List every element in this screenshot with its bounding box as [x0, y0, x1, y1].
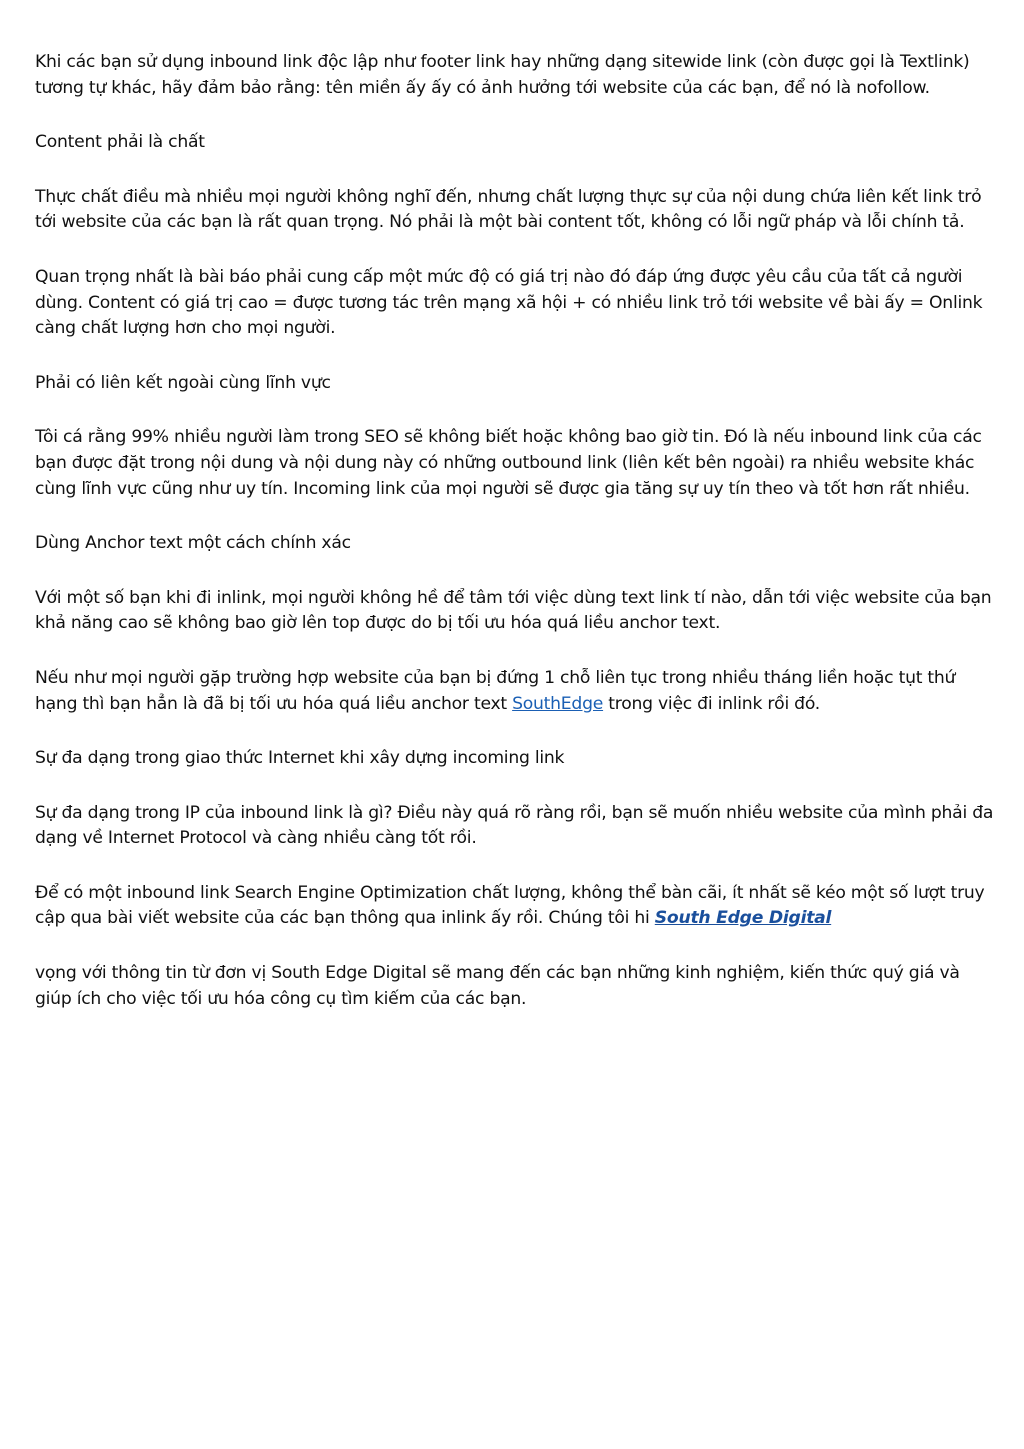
paragraph-valuable-content: Quan trọng nhất là bài báo phải cung cấp một mức độ có giá trị nào đó đáp ứng được yêu cầu của tất cả người dùng. Content có giá trị cao = được tương tác trên mạng xã hội + có nhiều link trỏ tới website về bài ấy = Onlink càng chất lượng hơn cho mọi người.	[35, 266, 983, 339]
south-edge-digital-link[interactable]: South Edge Digital	[654, 908, 832, 929]
paragraph-closing: vọng với thông tin từ đơn vị South Edge Digital sẽ mang đến các bạn những kinh nghiệm, kiến thức quý giá và giúp ích cho việc tối ưu hóa công cụ tìm kiếm của các bạn.	[35, 963, 960, 1009]
paragraph-content-quality: Thực chất điều mà nhiều mọi người không nghĩ đến, nhưng chất lượng thực sự của nội dung chứa liên kết link trỏ tới website của các bạn là rất quan trọng. Nó phải là một bài content tốt, không có lỗi ngữ pháp và lỗi chính tả.	[35, 186, 982, 233]
document-page	[35, 50, 995, 1041]
paragraph-over-optimization	[35, 666, 995, 717]
paragraph-conclusion-text: Để có một inbound link Search Engine Optimization chất lượng, không thể bàn cãi, ít nhất sẽ kéo một số lượt truy cập qua bài viết website của các bạn thông qua inlink ấy rồi. Chúng tôi hi	[35, 882, 985, 929]
southedge-link[interactable]: SouthEdge	[512, 693, 604, 714]
heading-anchor-text: Dùng Anchor text một cách chính xác	[35, 533, 351, 554]
paragraph-anchor-text: Với một số bạn khi đi inlink, mọi người không hề để tâm tới việc dùng text link tí nào, dẫn tới việc website của bạn khả năng cao sẽ không bao giờ lên top được do bị tối ưu hóa quá liều anchor text.	[35, 587, 992, 634]
paragraph-nofollow: Khi các bạn sử dụng inbound link độc lập như footer link hay những dạng sitewide link (còn được gọi là Textlink) tương tự khác, hãy đảm bảo rằng: tên miền ấy ấy có ảnh hưởng tới website của các bạn, để nó là nofollow.	[35, 52, 970, 98]
heading-ip-diversity: Sự đa dạng trong giao thức Internet khi xây dựng incoming link	[35, 748, 565, 769]
paragraph-ip-diversity: Sự đa dạng trong IP của inbound link là gì? Điều này quá rõ ràng rồi, bạn sẽ muốn nhiều website của mình phải đa dạng về Internet Protocol và càng nhiều càng tốt rồi.	[35, 802, 994, 849]
paragraph-over-optimization-tail: trong việc đi inlink rồi đó.	[603, 693, 821, 714]
paragraph-over-optimization-text: Nếu như mọi người gặp trường hợp website của bạn bị đứng 1 chỗ liên tục trong nhiều tháng liền hoặc tụt thứ hạng thì bạn hẳn là đã bị tối ưu hóa quá liều anchor text	[35, 667, 956, 714]
heading-outbound-links: Phải có liên kết ngoài cùng lĩnh vực	[35, 372, 331, 393]
paragraph-conclusion	[35, 881, 995, 932]
paragraph-outbound-links: Tôi cá rằng 99% nhiều người làm trong SEO sẽ không biết hoặc không bao giờ tin. Đó là nếu inbound link của các bạn được đặt trong nội dung và nội dung này có những outbound link (liên kết bên ngoài) ra nhiều website khác cùng lĩnh vực cũng như uy tín. Incoming link của mọi người sẽ được gia tăng sự uy tín theo và tốt hơn rất nhiều.	[35, 427, 982, 499]
heading-content-quality: Content phải là chất	[35, 132, 205, 153]
